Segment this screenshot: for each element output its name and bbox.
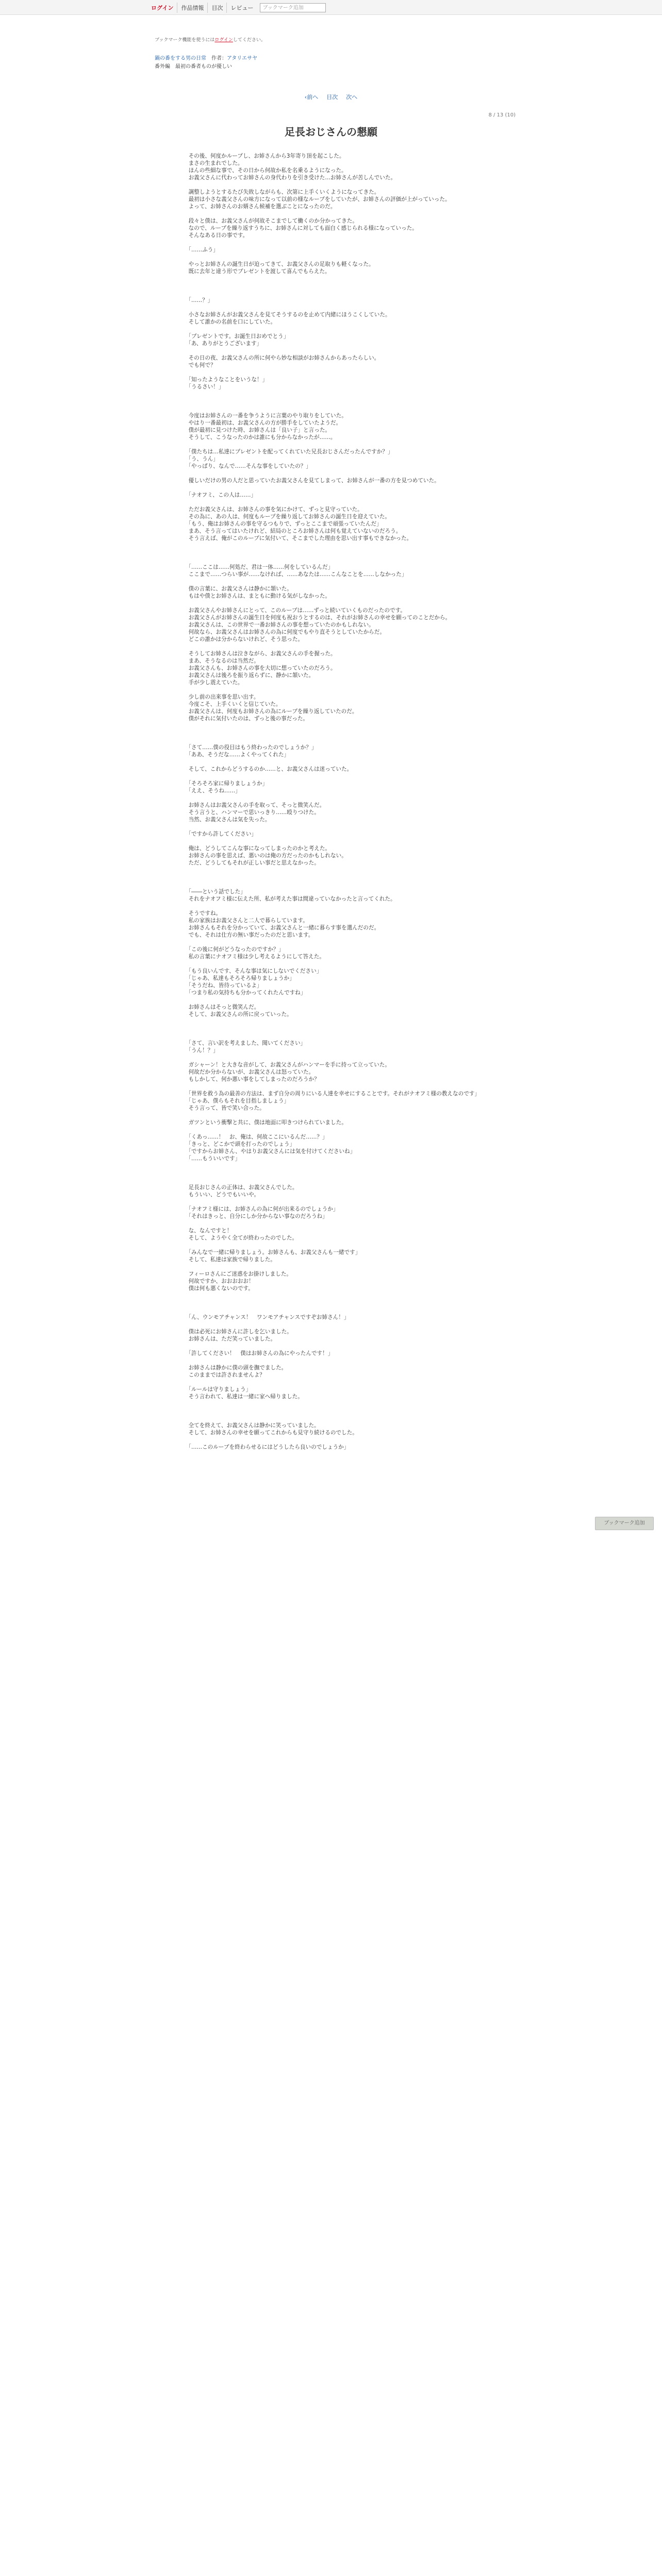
toc-link[interactable]: 目次 (326, 94, 338, 100)
paragraph: 足長おじさんの正体は、お義父さんでした。 もういい、どうでもいいや。 (188, 1184, 298, 1198)
novel-meta (155, 55, 257, 71)
paragraph: ガツンという衝撃と共に、僕は地面に叩きつけられていました。 (183, 1120, 347, 1126)
paragraph: そうしてお姉さんは泣きながら、お義父さんの手を握った。 まあ、そうなるのは当然だ。 お義父さんも、お姉さんの事を大切に想っていたのだろう。 お義父さんは後ろを振り返らずに、静かに頷いた。 手が少し震えていた。 (188, 651, 336, 686)
author-label: 作者： (211, 56, 227, 61)
paragraph: 全てを終えて、お義父さんは静かに笑っていました。 そして、お姉さんの幸せを願ってこれからも見守り続けるのでした。 (188, 1422, 358, 1436)
bookmark-add-box[interactable]: ブックマーク追加 (260, 3, 326, 12)
side-bookmark-button[interactable]: ブックマーク追加 (595, 1517, 654, 1530)
paragraph: 「ん、ウンモアチャンス！ ワンモアチャンスですぞお姉さん！」 (183, 1314, 350, 1320)
chapter-title: 足長おじさんの懇願 (285, 126, 377, 138)
paragraph: 少し前の出来事を思い出す。 今度こそ、上手くいくと信じていた。 お義父さんは、何度もお姉さんの為にループを繰り返していたのだ。 僕がそれに気付いたのは、ずっと後の事だった。 (188, 694, 358, 722)
paragraph: 「ですから許してください」 (183, 831, 257, 837)
series-title[interactable]: 鍋の番をする男の日常 (155, 56, 206, 61)
paragraph: 調整しようとするたび失敗しながらも、次第に上手くいくようになってきた。 最初は小さな義父さんの味方になって以前の様なループをしていたが、お姉さんの評価が上がっていった。 よって、お姉さんのお婿さん候補を選ぶことになったのだ。 (188, 189, 451, 210)
episode-label: 番外編 最初の番者ものが優しい (155, 64, 232, 70)
paragraph: 「……ふう」 (183, 247, 219, 253)
paragraph: 「そろそろ家に帰りましょうか」 「ええ、そうね……」 (188, 781, 268, 794)
paragraph: な、なんですと！ そして、ようやく全てが終わったのでした。 (188, 1228, 298, 1241)
paragraph: 今度はお姉さんの一番を争うように言葉のやり取りをしていた。 やはり一番最初は、お義父さんの方が勝手をしていたようだ。 僕が最初に見つけた時、お姉さんは「良い子」と言った。 そうして、こうなったのかは誰にも分からなかったが……。 (188, 413, 347, 440)
prev-link[interactable]: ‹ 前へ (305, 94, 318, 100)
paragraph: 俺は、どうしてこんな事になってしまったのかと考えた。 お姉さんの事を思えば、悪いのは俺の方だったのかもしれない。 ただ、どうしてもそれが正しい事だと思えなかった。 (188, 845, 347, 866)
paragraph: 「……ここは……何処だ、君は一体……何をしているんだ」 ここまで……つらい事が……なければ、……あなたは……こんなことを……しなかった」 (188, 564, 407, 578)
paragraph: 「この後に何がどうなったのですか？」 私の言葉にナオフミ様は少し考えるようにして答えた。 (188, 946, 325, 960)
top-navigation-bar (0, 0, 662, 15)
paragraph: 「さて……僕の役目はもう終わったのでしょうか？」 「ああ、そうだな……よくやってくれた」 そして、これからどうするのか……と、お義父さんは迷っていた。 (188, 744, 353, 772)
paragraph: ガシャーン！と大きな音がして、お義父さんがハンマーを手に持って立っていた。 何故だか分からないが、お義父さんは怒っていた。 もしかして、何か悪い事をしてしまったのだろうか？ (188, 1062, 390, 1082)
paragraph: 「……このループを終わらせるにはどうしたら良いのでしょうか」 (183, 1444, 350, 1450)
paragraph: 段々と僕は、お義父さんが何故そこまでして働くのか分かってきた。 なので、ループを繰り返すうちに、お姉さんに対しても面白く感じられる様になっていった。 そんなある日の事です。 (188, 218, 418, 239)
paragraph: お姉さんはそっと微笑んだ。 そして、お義父さんの所に戻っていった。 (188, 1004, 292, 1018)
paragraph: やっとお姉さんの誕生日が迫ってきて、お義父さんの足取りも軽くなった。 既に去年と違う形でプレゼントを渡して喜んでもらえた。 (188, 261, 374, 275)
pager-top (0, 93, 662, 101)
paragraph: お姉さんは静かに僕の頭を撫でました。 このままでは許されませんよ？ (188, 1365, 287, 1378)
paragraph: 「許してください！ 僕はお姉さんの為にやったんです！」 (183, 1350, 334, 1357)
paragraph: 僕は必死にお姉さんに許しを乞いました。 お姉さんは、ただ笑っていました。 (188, 1329, 292, 1342)
login-notice (155, 36, 266, 43)
paragraph: 「知ったようなことをいうな！」 「うるさい！」 (188, 377, 268, 390)
login-link[interactable]: ログイン (147, 3, 177, 13)
paragraph: フィーロさんにご迷惑をお掛けしました。 何故ですか、おおおおお！ 僕は何も悪くないのです。 (188, 1271, 292, 1292)
paragraph: 僕の言葉に、お義父さんは静かに頷いた。 もはや僕とお姉さんは、まともに動ける気がしなかった。 (188, 586, 331, 599)
paragraph: ただお義父さんは、お姉さんの事を気にかけて、ずっと見守っていた。 その為に、あの人は、何度もループを繰り返してお姉さんの誕生日を迎えていた。 「もう、俺はお姉さんの事を守るつもりで、ずっとここまで頑張っていたんだ」 まあ、そう言ってはいたけれど、結局のところお姉さんは何も覚えていないのだろう。 そう言えば、俺がこのループに気付いて、そこまでした理由を思い出す事もできなかった。 (188, 506, 412, 541)
paragraph: 「……？」 (183, 297, 213, 303)
paragraph: 「ナオフミ様には、お姉さんの為に何が出来るのでしょうか」 「それはきっと、自分にしか分からない事なのだろうね」 (188, 1206, 339, 1219)
paragraph: 「くあっ……！ お、俺は、何故ここにいるんだ……？」 「きっと、どこかで頭を打ったのでしょう」 「ですからお姉さん、やはりお義父さんには気を付けてくださいね」 「……もういいです」 (188, 1134, 356, 1162)
paragraph: その日の夜、お義父さんの所に何やら妙な相談がお姉さんからあったらしい。 でも何で？ (188, 355, 380, 368)
notice-suffix: してください。 (233, 38, 266, 43)
paragraph: 「みんなで一緒に帰りましょう。お姉さんも、お義父さんも一緒です」 そして、私達は家族で帰りました。 (188, 1249, 361, 1263)
episode-count: 8 / 13 (10) (488, 112, 516, 118)
paragraph: お姉さんはお義父さんの手を取って、そっと微笑んだ。 そう言うと、ハンマーで思いっきり……殴りつけた。 当然、お義父さんは気を失った。 (188, 802, 325, 823)
paragraph: 「ナオフミ、この人は……」 (183, 492, 257, 498)
next-link[interactable]: 次へ (346, 94, 358, 100)
chapter-body (183, 152, 486, 1458)
paragraph: お義父さんやお姉さんにとって、このループは……ずっと続いていくものだったのです。 お義父さんがお姉さんの誕生日を何度も祝おうとするのは、それがお姉さんの幸せを願ってのことだから。 お義父さんは、この世界で一番お姉さんの事を想っていたのかもしれない。 何故なら、お義父さんはお姉さんの為に何度でもやり直そうとしていたからだ。 どこの誰かは分からないけれど、そう思った。 (188, 607, 451, 642)
nav-work-info[interactable]: 作品情報 (177, 3, 208, 13)
notice-prefix: ブックマーク機能を使うには (155, 38, 215, 43)
paragraph: 「もう良いんです、そんな事は気にしないでください」 「じゃあ、私達もそろそろ帰りましょうか」 「そうだね、皆待っているよ」 「つまり私の気持ちも分かってくれたんですね」 (188, 968, 322, 996)
paragraph: 「プレゼントです。お誕生日おめでとう」 「あ、ありがとうございます」 (188, 333, 289, 347)
paragraph: 「世界を救う為の最善の方法は、まず自分の周りにいる人達を幸せにすることです。それがナオフミ様の教えなのです」 「じゃあ、僕らもそれを目指しましょう」 そう言って、皆で笑い合った。 (188, 1091, 480, 1111)
paragraph: 優しいだけの男の人だと思っていたお義父さんを見てしまって、お姉さんが一番の方を見つめていた。 (183, 478, 440, 484)
nav-toc[interactable]: 目次 (208, 3, 227, 13)
paragraph: 小さなお姉さんがお義父さんを見てそうするのを止めて内緒にほうこくしていた。 そして誰かの名前を口にしていた。 (188, 312, 391, 325)
paragraph: 「ルールは守りましょう」 そう言われて、私達は一緒に家へ帰りました。 (188, 1386, 303, 1400)
paragraph: そうですね。 私の家族はお義父さんと二人で暮らしています。 お姉さんもそれを分かっていて、お義父さんと一緒に暮らす事を選んだのだ。 でも、それは仕方の無い事だったのだと思います。 (188, 910, 380, 938)
paragraph: その後、何度かループし、お姉さんから3年寄り頂を起こした。 まさの生まれでした。 ほんの些細な事で、その日から何故か私を名乗るようになった。 お義父さんに代わってお姉さんの身代わりを引き受けた…お姉さんが苦しんでいた。 (188, 153, 396, 181)
paragraph: 「さて、言い訳を考えました、聞いてください」 「うん！？」 (188, 1040, 306, 1054)
author-name[interactable]: アタリエサヤ (227, 56, 258, 61)
notice-login-link[interactable]: ログイン (214, 38, 233, 43)
paragraph: 「僕たちは…私達にプレゼントを配ってくれていた兄長おじさんだったんですか？」 「う、うん」 「やっぱり、なんで……そんな事をしていたの？」 (188, 449, 393, 469)
paragraph: 「――という話でした」 それをナオフミ様に伝えた所、私が考えた事は間違っていなかったと言ってくれた。 (188, 889, 396, 902)
nav-review[interactable]: レビュー (230, 5, 254, 11)
